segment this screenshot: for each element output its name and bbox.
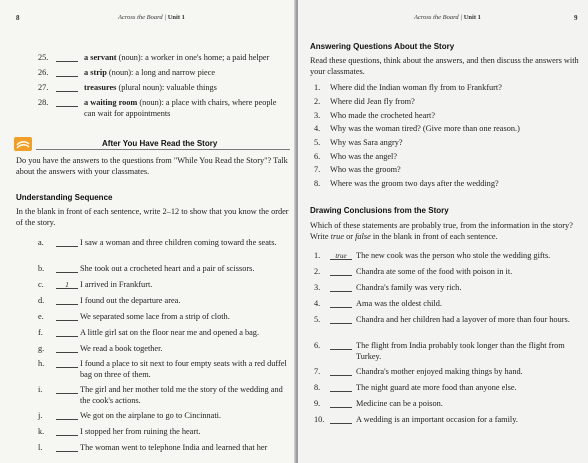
item-text: We separated some lace from a strip of cloth. xyxy=(80,312,230,321)
vocab-term: a strip xyxy=(84,68,107,77)
answer-blank[interactable]: 1 xyxy=(56,280,78,289)
statement-text: The new cook was the person who stole the wedding gifts. xyxy=(356,251,551,260)
statement-number: 10. xyxy=(314,415,325,424)
vocab-term: a servant xyxy=(84,53,117,62)
answer-blank[interactable] xyxy=(56,328,78,337)
intro-text: Which of these statements are probably true, from the information in the story? Write xyxy=(310,221,573,241)
statement-number: 8. xyxy=(314,383,321,392)
question-text: Why was Sara angry? xyxy=(330,138,403,147)
question-number: 4. xyxy=(314,124,321,133)
vocab-meaning: (noun): a worker in one's home; a paid helper xyxy=(116,53,270,62)
item-text: I stopped her from ruining the heart. xyxy=(80,427,201,436)
question-text: Why was the woman tired? (Give more than one reason.) xyxy=(330,124,520,133)
answer-blank[interactable] xyxy=(330,367,352,376)
answer-intro: Read these questions, think about the answers, and then discuss the answers with your classmates. xyxy=(310,56,579,76)
item-letter: a. xyxy=(38,238,44,247)
answer-blank[interactable] xyxy=(56,83,78,92)
statement-text: Medicine can be a poison. xyxy=(356,399,443,408)
statement-number: 9. xyxy=(314,399,321,408)
page-number: 9 xyxy=(574,14,578,22)
item-letter: d. xyxy=(38,296,45,305)
vocab-number: 26. xyxy=(38,68,49,77)
header-unit: Unit 1 xyxy=(463,14,481,21)
question-text: Where was the groom two days after the wedding? xyxy=(330,179,499,188)
answer-blank[interactable] xyxy=(56,98,78,107)
statement-text: Chandra's mother enjoyed making things by hand. xyxy=(356,367,523,376)
question-text: Who was the groom? xyxy=(330,165,401,174)
answer-blank[interactable] xyxy=(56,238,78,247)
item-letter: c. xyxy=(38,280,44,289)
item-text: She took out a crocheted heart and a pair of scissors. xyxy=(80,264,255,273)
item-letter: i. xyxy=(38,385,43,394)
statement-text: The flight from India probably took longer than the flight from Turkey. xyxy=(356,341,565,361)
running-header xyxy=(414,14,481,21)
answer-blank[interactable] xyxy=(330,399,352,408)
item-text: I arrived in Frankfurt. xyxy=(80,280,153,289)
item-text: The girl and her mother told me the story of the wedding and the cook's actions. xyxy=(80,385,283,405)
vocab-definition xyxy=(84,83,288,94)
running-header xyxy=(118,14,185,21)
question-number: 1. xyxy=(314,83,321,92)
vocab-definition xyxy=(84,68,288,79)
question-number: 6. xyxy=(314,152,321,161)
item-letter: j. xyxy=(38,411,43,420)
item-letter: k. xyxy=(38,427,45,436)
item-text: A little girl sat on the floor near me and opened a bag. xyxy=(80,328,260,337)
intro-false: false xyxy=(355,231,371,241)
question-number: 2. xyxy=(314,97,321,106)
banner-rule xyxy=(36,149,290,150)
item-text: We read a book together. xyxy=(80,344,163,353)
answer-blank[interactable] xyxy=(330,315,352,324)
vocab-meaning: (noun): a place with chairs, where people can wait for appointments xyxy=(84,98,277,118)
answer-blank[interactable] xyxy=(56,385,78,394)
intro-text-end: in the blank in front of each sentence. xyxy=(370,231,498,241)
answer-blank[interactable] xyxy=(330,415,352,424)
item-letter: l. xyxy=(38,443,43,452)
statement-text: Chandra's family was very rich. xyxy=(356,283,462,292)
answer-blank[interactable] xyxy=(56,296,78,305)
vocab-meaning: (plural noun): valuable things xyxy=(116,83,217,92)
question-number: 3. xyxy=(314,111,321,120)
item-text: The woman went to telephone India and learned that her xyxy=(80,443,268,452)
vocab-number: 25. xyxy=(38,53,49,62)
statement-number: 7. xyxy=(314,367,321,376)
answer-blank[interactable] xyxy=(56,427,78,436)
header-title: Across the Board | xyxy=(118,14,168,21)
section-heading: Drawing Conclusions from the Story xyxy=(310,206,449,215)
vocab-number: 28. xyxy=(38,98,49,107)
answer-blank[interactable] xyxy=(330,383,352,392)
vocab-number: 27. xyxy=(38,83,49,92)
statement-number: 5. xyxy=(314,315,321,324)
item-letter: e. xyxy=(38,312,44,321)
header-title: Across the Board | xyxy=(414,14,464,21)
question-text: Who was the angel? xyxy=(330,152,398,161)
right-page xyxy=(298,0,588,463)
vocab-definition xyxy=(84,98,288,119)
vocab-definition xyxy=(84,53,288,64)
answer-blank[interactable] xyxy=(330,299,352,308)
question-number: 8. xyxy=(314,179,321,188)
section-heading: After You Have Read the Story xyxy=(102,139,218,148)
item-text: I found a place to sit next to four empty seats with a red duffel bag on three of them. xyxy=(80,359,287,379)
item-letter: h. xyxy=(38,359,45,368)
draw-intro xyxy=(310,221,584,242)
answer-blank[interactable] xyxy=(56,359,78,368)
statement-number: 6. xyxy=(314,341,321,350)
question-text: Who made the crocheted heart? xyxy=(330,111,436,120)
answer-blank[interactable] xyxy=(56,53,78,62)
statement-number: 3. xyxy=(314,283,321,292)
answer-blank[interactable] xyxy=(330,283,352,292)
statement-number: 2. xyxy=(314,267,321,276)
header-unit: Unit 1 xyxy=(167,14,185,21)
statement-number: 1. xyxy=(314,251,321,260)
item-letter: f. xyxy=(38,328,43,337)
question-text: Where did Jean fly from? xyxy=(330,97,415,106)
answer-blank[interactable] xyxy=(56,443,78,452)
section-banner xyxy=(14,137,290,151)
question-number: 7. xyxy=(314,165,321,174)
statement-text: Ama was the oldest child. xyxy=(356,299,442,308)
vocab-term: treasures xyxy=(84,83,117,92)
answer-blank[interactable] xyxy=(56,264,78,273)
answer-blank[interactable] xyxy=(56,411,78,420)
item-text: We got on the airplane to go to Cincinnati. xyxy=(80,411,222,420)
vocab-term: a waiting room xyxy=(84,98,138,107)
item-text: I saw a woman and three children coming toward the seats. xyxy=(80,238,277,247)
section-heading: Understanding Sequence xyxy=(16,193,113,202)
answer-blank[interactable] xyxy=(56,312,78,321)
item-letter: g. xyxy=(38,344,45,353)
statement-text: Chandra and her children had a layover of more than four hours. xyxy=(356,315,570,324)
question-number: 5. xyxy=(314,138,321,147)
reading-icon xyxy=(14,137,32,151)
item-text: I found out the departure area. xyxy=(80,296,181,305)
after-text: Do you have the answers to the questions from "While You Read the Story"? Talk about the answers with your classmates. xyxy=(16,156,288,176)
item-letter: b. xyxy=(38,264,45,273)
question-text: Where did the Indian woman fly from to Frankfurt? xyxy=(330,83,502,92)
answer-blank[interactable] xyxy=(330,267,352,276)
answer-blank[interactable] xyxy=(56,68,78,77)
statement-text: Chandra ate some of the food with poison in it. xyxy=(356,267,513,276)
answer-blank[interactable] xyxy=(330,341,352,350)
answer-blank[interactable] xyxy=(56,344,78,353)
statement-text: A wedding is an important occasion for a family. xyxy=(356,415,518,424)
seq-instructions: In the blank in front of each sentence, write 2–12 to show that you know the order of the story. xyxy=(16,207,289,227)
page-number: 8 xyxy=(16,14,20,22)
section-heading: Answering Questions About the Story xyxy=(310,42,455,51)
statement-text: The night guard ate more food than anyone else. xyxy=(356,383,517,392)
statement-number: 4. xyxy=(314,299,321,308)
answer-blank[interactable]: true xyxy=(330,251,352,260)
vocab-meaning: (noun): a long and narrow piece xyxy=(106,68,216,77)
intro-true: true xyxy=(330,231,345,241)
intro-or: or xyxy=(344,231,356,241)
